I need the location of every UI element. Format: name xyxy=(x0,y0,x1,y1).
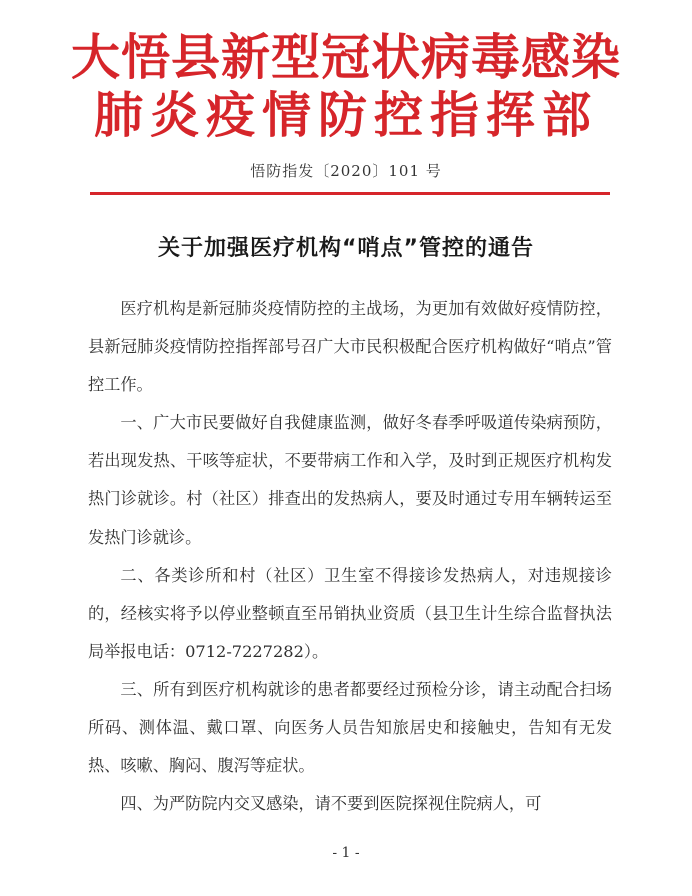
paragraph-item-2: 二、各类诊所和村（社区）卫生室不得接诊发热病人，对违规接诊的，经核实将予以停业整顿直至吊销执业资质（县卫生计生综合监督执法局举报电话：0712-7227282）。 xyxy=(88,565,612,661)
issuer-header-line-1: 大悟县新型冠状病毒感染 xyxy=(70,29,621,86)
paragraph-item-3: 三、所有到医疗机构就诊的患者都要经过预检分诊，请主动配合扫场所码、测体温、戴口罩、向医务人员告知旅居史和接触史，告知有无发热、咳嗽、胸闷、腹泻等症状。 xyxy=(88,679,612,776)
red-divider xyxy=(90,192,610,195)
document-number: 悟防指发〔2020〕101 号 xyxy=(250,162,442,180)
page-number: - 1 - xyxy=(332,845,360,861)
paragraph-item-1: 一、广大市民要做好自我健康监测，做好冬春季呼吸道传染病预防，若出现发热、干咳等症状，不要带病工作和入学，及时到正规医疗机构发热门诊就诊。村（社区）排查出的发热病人，要及时通过专用车辆转运至发热门诊就诊。 xyxy=(88,413,612,547)
notice-body xyxy=(88,290,612,823)
notice-title: 关于加强医疗机构“哨点”管控的通告 xyxy=(158,236,534,261)
paragraph-item-4: 四、为严防院内交叉感染，请不要到医院探视住院病人，可 xyxy=(120,794,542,814)
paragraph-intro: 医疗机构是新冠肺炎疫情防控的主战场，为更加有效做好疫情防控，县新冠肺炎疫情防控指挥部号召广大市民积极配合医疗机构做好“哨点”管控工作。 xyxy=(88,299,612,395)
issuer-header-line-2: 肺炎疫情防控指挥部 xyxy=(93,87,598,144)
